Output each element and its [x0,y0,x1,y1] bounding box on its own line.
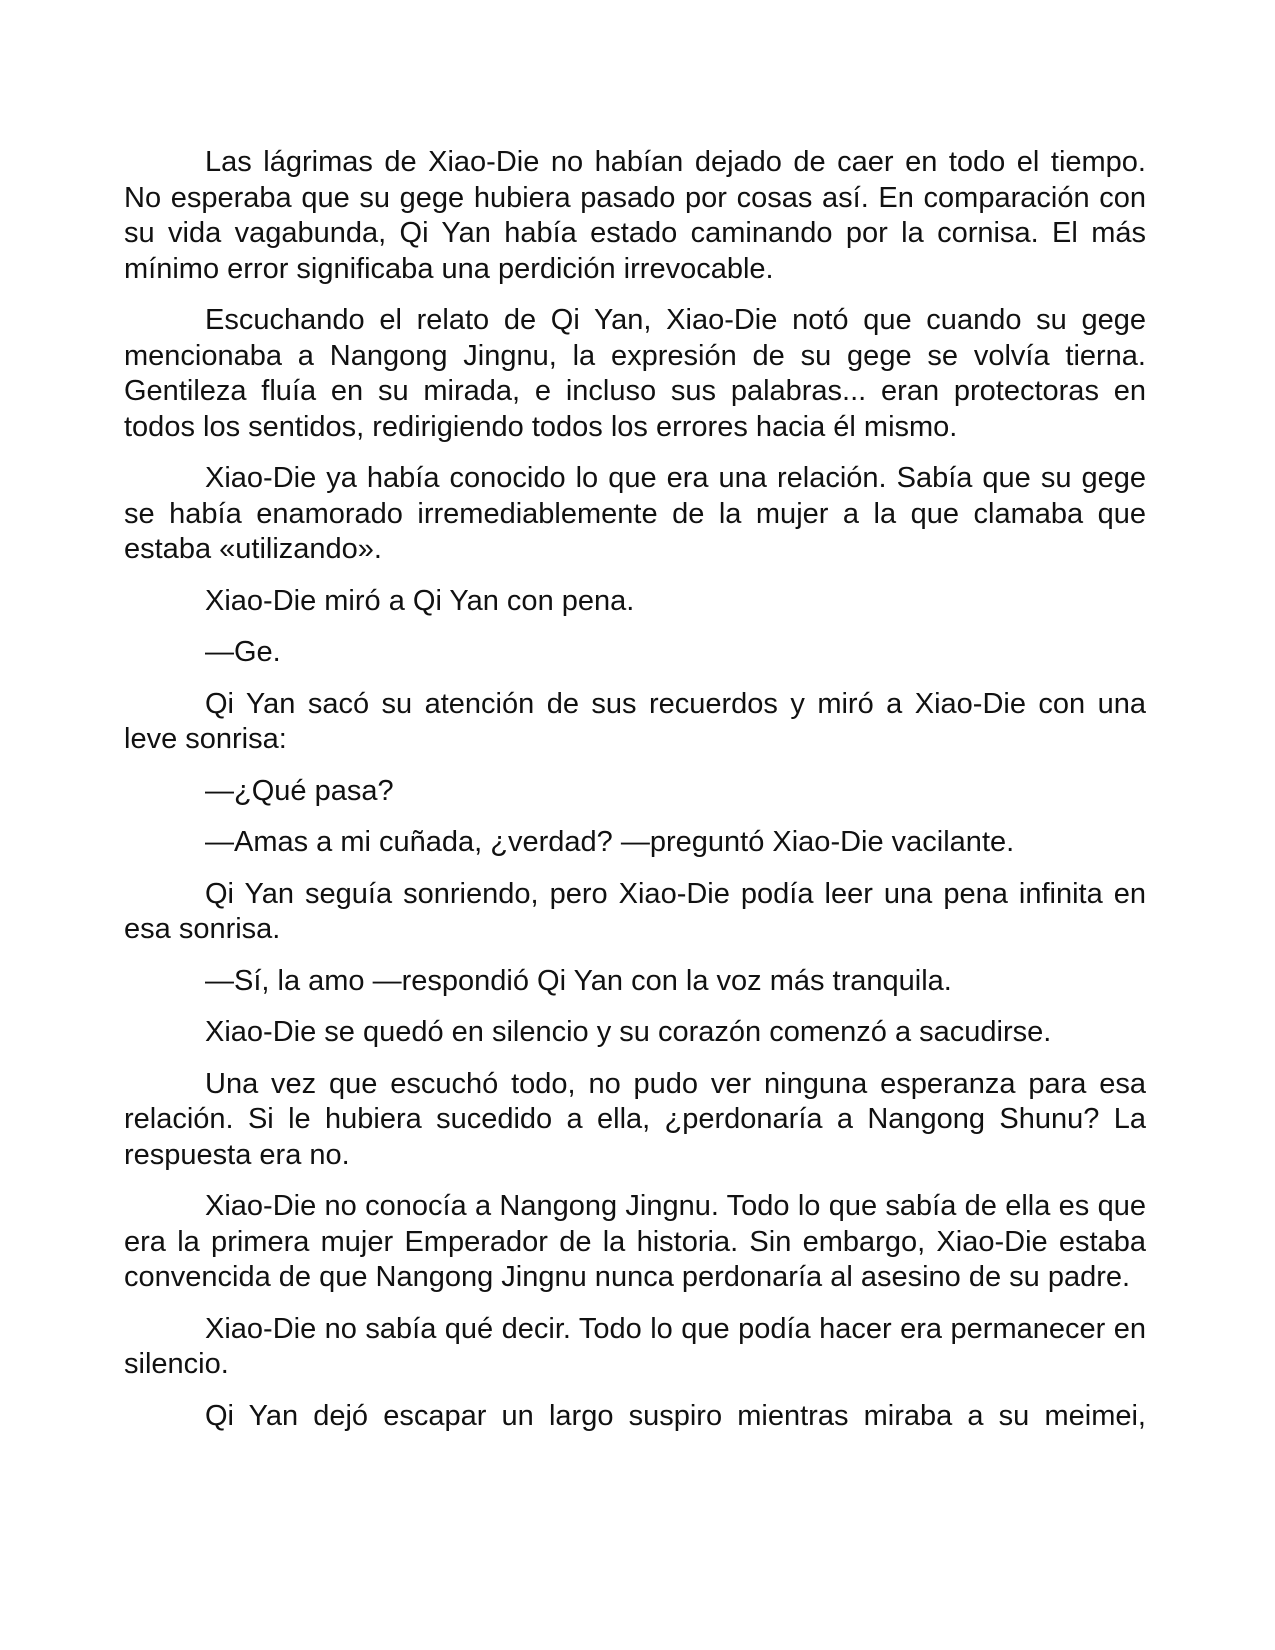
paragraph: —Amas a mi cuñada, ¿verdad? —preguntó Xiao-Die vacilante. [205,826,1015,858]
paragraph: Qi Yan seguía sonriendo, pero Xiao-Die podía leer una pena infinita en esa sonrisa. [124,877,1146,945]
paragraph: Xiao-Die ya había conocido lo que era una relación. Sabía que su gege se había enamorado irremediablemente de la mujer a la que clamaba que estaba «utilizando». [124,462,1146,565]
paragraph: Una vez que escuchó todo, no pudo ver ninguna esperanza para esa relación. Si le hubiera sucedido a ella, ¿perdonaría a Nangong Shunu? La respuesta era no. [124,1067,1146,1171]
paragraph: Escuchando el relato de Qi Yan, Xiao-Die notó que cuando su gege mencionaba a Nangong Jingnu, la expresión de su gege se volvía tierna. Gentileza fluía en su mirada, e incluso sus palabras... eran protectoras en todos los sentidos, redirigiendo todos los errores hacia él mismo. [124,304,1146,443]
paragraph: Xiao-Die miró a Qi Yan con pena. [205,584,635,617]
paragraph: Qi Yan sacó su atención de sus recuerdos y miró a Xiao-Die con una leve sonrisa: [124,687,1146,755]
paragraph: Xiao-Die no sabía qué decir. Todo lo que podía hacer era permanecer en silencio. [124,1312,1146,1380]
paragraph: —Sí, la amo —respondió Qi Yan con la voz más tranquila. [205,964,952,997]
paragraph: Qi Yan dejó escapar un largo suspiro mientras miraba a su meimei, [205,1399,1146,1432]
paragraph: —Ge. [205,636,281,668]
paragraph: Xiao-Die se quedó en silencio y su corazón comenzó a sacudirse. [205,1016,1052,1048]
paragraph: Xiao-Die no conocía a Nangong Jingnu. Todo lo que sabía de ella es que era la primera mujer Emperador de la historia. Sin embargo, Xiao-Die estaba convencida de que Nangong Jingnu nunca perdonaría al asesino de su padre. [124,1190,1146,1293]
text-body [124,145,1146,1450]
paragraph: —¿Qué pasa? [205,774,394,807]
paragraph: Las lágrimas de Xiao-Die no habían dejado de caer en todo el tiempo. No esperaba que su gege hubiera pasado por cosas así. En comparación con su vida vagabunda, Qi Yan había estado caminando por la cornisa. El más mínimo error significaba una perdición irrevocable. [124,146,1146,285]
